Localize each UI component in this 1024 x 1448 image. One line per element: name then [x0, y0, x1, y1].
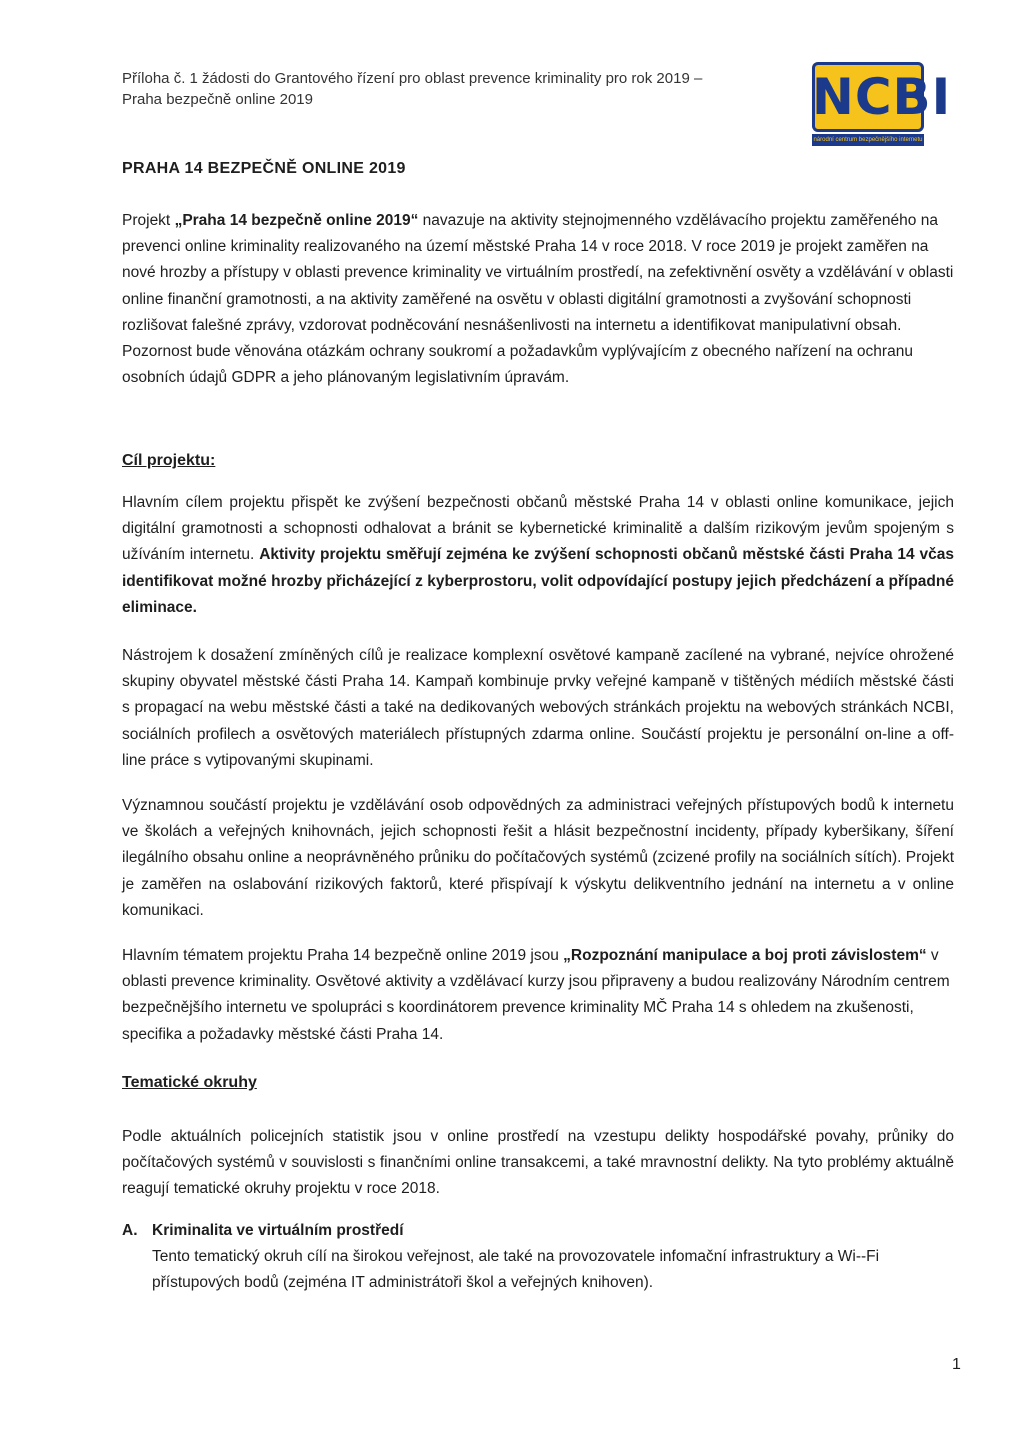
goal-paragraph-3: Významnou součástí projektu je vzdělávání osob odpovědných za administraci veřejných přístupových bodů k internetu ve školách a veřejných knihovnách, jejich schopnosti řešit a hlásit bezpečnostní incidenty, případy kyberšikany, šíření ilegálního obsahu online a neoprávněného průniku do počítačových systémů (zcizené profily na sociálních sítích). Projekt je zaměřen na oslabování rizikových faktorů, které přispívají k výskytu delikventního jednání na internetu a v online komunikaci. [122, 797, 954, 919]
ncbi-logo [812, 62, 952, 150]
header-line-2: Praha bezpečně online 2019 [122, 91, 313, 108]
logo-wordmark: NCBI [812, 62, 924, 132]
intro-text-rest: navazuje na aktivity stejnojmenného vzdělávacího projektu zaměřeného na prevenci online kriminality realizovaného na území městské Praha 14 v roce 2018. V roce 2019 je projekt zaměřen na nové hrozby a přístupy v oblasti prevence kriminality ve virtuálním prostředí, na zefektivnění osvěty a vzdělávání v oblasti online finanční gramotnosti, a na aktivity zaměřené na osvětu v oblasti digitální gramotnosti a zvyšování schopnosti rozlišovat falešné zprávy, vzdorovat podněcování nesnášenlivosti na internetu a identifikovat manipulativní obsah. Pozornost bude věnována otázkám ochrany soukromí a požadavkům vyplývajícím z obecného nařízení na ochranu osobních údajů GDPR a jeho plánovaným legislativním úpravám. [122, 212, 954, 387]
goal-paragraph-1 [122, 490, 954, 621]
goal-p1-bold: Aktivity projektu směřují zejména ke zvýšení schopnosti občanů městské části Praha 14 včas identifikovat možné hrozby přicházející z kyberprostoru, volit odpovídající postupy jejich předcházení a případné eliminace. [122, 546, 954, 616]
goal-p1-text: Hlavním cílem projektu přispět ke zvýšení bezpečnosti občanů městské Praha 14 v oblasti online komunikace, jejich digitální gramotnosti a schopnosti odhalovat a bránit se kybernetické kriminalitě a dalším rizikovým jevům spojeným s užíváním internetu. [122, 494, 954, 564]
goal-paragraph-2: Nástrojem k dosažení zmíněných cílů je realizace komplexní osvětové kampaně zacílené na vybrané, nejvíce ohrožené skupiny obyvatel městské části Praha 14. Kampaň kombinuje prvky veřejné kampaně v tištěných médiích městské části s propagací na webu městské části a také na dedikovaných webových stránkách projektu na webových stránkách NCBI, sociálních profilech a osvětových materiálech přístupných zdarma online. Součástí projektu je personální on-line a off-line práce s vytipovanými skupinami. [122, 647, 954, 769]
goal-p4-text: Hlavním tématem projektu Praha 14 bezpečně online 2019 jsou [122, 947, 564, 964]
goal-p4-bold: „Rozpoznání manipulace a boj proti závislostem“ [563, 947, 927, 964]
topics-paragraph: Podle aktuálních policejních statistik jsou v online prostředí na vzestupu delikty hospodářské povahy, průniky do počítačových systémů v souvislosti s finančními online transakcemi, a také mravnostní delikty. Na tyto problémy aktuálně reagují tematické okruhy projektu v roce 2018. [122, 1128, 954, 1198]
goal-p4-rest: v oblasti prevence kriminality. Osvětové aktivity a vzdělávací kurzy jsou připraveny a budou realizovány Národním centrem bezpečnějšího internetu ve spolupráci s koordinátorem prevence kriminality MČ Praha 14 s ohledem na zkušenosti, specifika a požadavky městské části Praha 14. [122, 947, 950, 1043]
topic-item-title: Kriminalita ve virtuálním prostředí [152, 1222, 404, 1239]
page-header [122, 68, 762, 110]
intro-project-name: „Praha 14 bezpečně online 2019“ [174, 212, 419, 229]
topics-heading: Tematické okruhy [122, 1074, 257, 1091]
goal-paragraph-4 [122, 943, 954, 1048]
goal-heading: Cíl projektu: [122, 452, 216, 469]
page-number: 1 [952, 1356, 961, 1373]
topic-item-text: Tento tematický okruh cílí na širokou veřejnost, ale také na provozovatele infomační infrastruktury a Wi--Fi přístupových bodů (zejména IT administrátoři škol a veřejných knihoven). [152, 1248, 880, 1291]
intro-text-start: Projekt [122, 212, 175, 229]
document-title: PRAHA 14 BEZPEČNĚ ONLINE 2019 [122, 160, 406, 177]
topic-item-letter: A. [122, 1222, 138, 1239]
logo-tagline: národní centrum bezpečnějšího internetu [812, 134, 924, 146]
header-line-1: Příloha č. 1 žádosti do Grantového řízení pro oblast prevence kriminality pro rok 2019 – [122, 70, 703, 87]
intro-paragraph [122, 208, 954, 391]
